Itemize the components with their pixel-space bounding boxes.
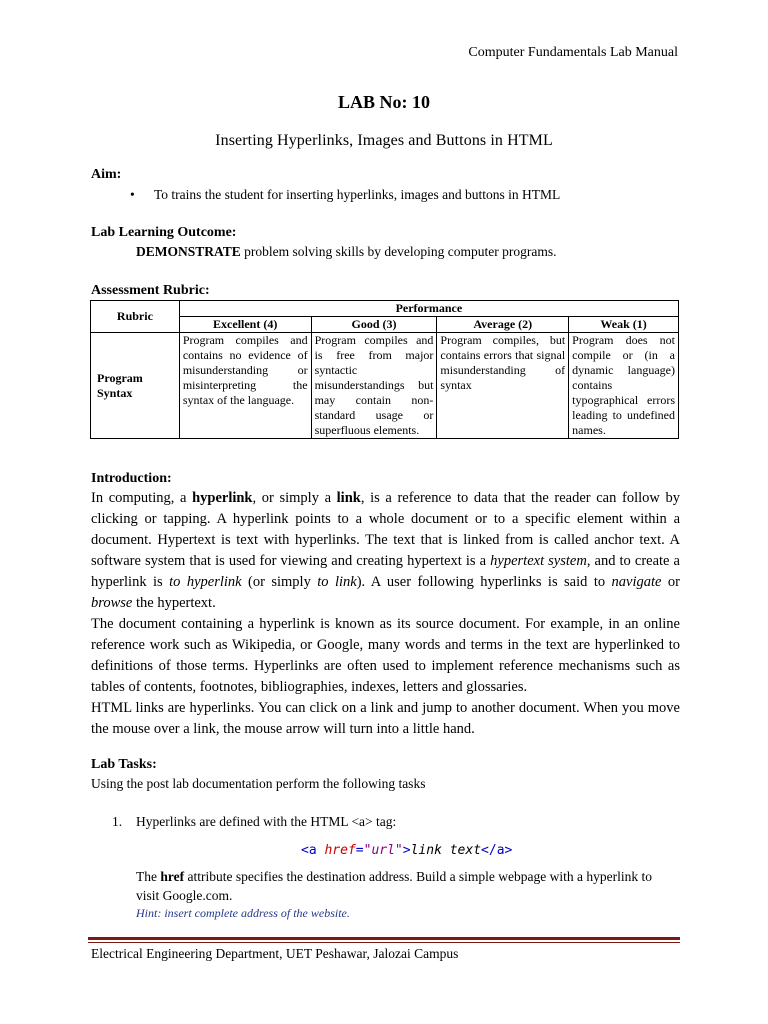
intro-text: the hypertext. [132, 595, 216, 611]
task-hint: Hint: insert complete address of the website. [136, 906, 350, 920]
lab-tasks-heading: Lab Tasks: [91, 757, 157, 772]
level-good: Good (3) [311, 317, 437, 333]
intro-term-navigate: navigate [611, 574, 662, 590]
lab-tasks-intro: Using the post lab documentation perform the following tasks [91, 776, 426, 791]
row-label-line1: Program [97, 370, 143, 385]
footer-divider-thin [88, 942, 680, 943]
rubric-cell-average: Program compiles, but contains errors that signal misunderstanding of syntax [437, 333, 569, 439]
level-excellent: Excellent (4) [179, 317, 311, 333]
outcome-statement [136, 244, 556, 260]
rubric-header-row [91, 301, 679, 317]
footer-text: Electrical Engineering Department, UET Peshawar, Jalozai Campus [91, 946, 459, 961]
code-equals: = [355, 843, 364, 858]
aim-heading: Aim: [91, 167, 122, 182]
rubric-cell-good: Program compiles and is free from major syntactic misunderstandings but may contain non-standard usage or superfluous elements. [311, 333, 437, 439]
intro-term-to-hyperlink: to hyperlink [169, 574, 242, 590]
bullet-icon: • [130, 187, 135, 202]
intro-term-browse: browse [91, 595, 133, 611]
rubric-levels-row [91, 317, 679, 333]
code-value: "url" [363, 843, 403, 858]
task-detail-text: attribute specifies the destination address. Build a simple webpage with a hyperlink to visit Google.com. [136, 869, 653, 903]
introduction-heading: Introduction: [91, 471, 172, 486]
aim-bullet-text: To trains the student for inserting hyperlinks, images and buttons in HTML [154, 187, 561, 202]
task-detail-text: The [136, 869, 161, 884]
rubric-row-program-syntax [91, 333, 679, 439]
level-weak: Weak (1) [569, 317, 679, 333]
lab-title: Inserting Hyperlinks, Images and Buttons in HTML [215, 132, 553, 149]
intro-text: , and to create a hyperlink is [91, 553, 680, 590]
outcome-heading: Lab Learning Outcome: [91, 225, 237, 240]
introduction-body [91, 488, 680, 740]
code-example [301, 843, 512, 858]
rubric-row-label [91, 333, 180, 439]
intro-term-to-link: to link [317, 574, 357, 590]
intro-text: ). A user following hyperlinks is said to [356, 574, 612, 590]
row-label-line2: Syntax [97, 385, 133, 400]
outcome-keyword: DEMONSTRATE [136, 244, 241, 259]
intro-paragraph-1 [91, 488, 680, 614]
manual-title: Computer Fundamentals Lab Manual [468, 45, 678, 60]
intro-text: , or simply a [252, 490, 337, 506]
rubric-heading: Assessment Rubric: [91, 283, 210, 298]
rubric-cell-weak: Program does not compile or (in a dynamic language) contains typographical errors leading to undefined names. [569, 333, 679, 439]
code-link-text: link text [410, 843, 482, 858]
outcome-text: problem solving skills by developing computer programs. [240, 244, 557, 259]
intro-term-link: link [336, 490, 361, 506]
code-tag-close: > [402, 843, 411, 858]
intro-term-hypertext-system: hypertext system [490, 553, 587, 569]
intro-text: In computing, a [91, 490, 193, 506]
rubric-cell-excellent: Program compiles and contains no evidence of misunderstanding or misinterpreting the syntax of the language. [179, 333, 311, 439]
performance-column-header: Performance [179, 301, 678, 317]
code-tag-open: <a [301, 843, 325, 858]
intro-text: (or simply [241, 574, 318, 590]
intro-paragraph-2: The document containing a hyperlink is known as its source document. For example, in an online reference work such as Wikipedia, or Google, many words and terms in the text are hyperlinked to definitions of those terms. Hyperlinks are often used to implement reference mechanisms such as tables of contents, footnotes, bibliographies, indexes, letters and glossaries. [91, 616, 680, 695]
task-detail [136, 867, 676, 905]
task-detail-keyword: href [160, 869, 185, 884]
intro-text: , is a reference to data that the reader can follow by clicking or tapping. A hyperlink points to a whole document or to a specific element within a document. Hypertext is text with hyperlinks. The text that is linked from is called anchor text. A software system that is used for viewing and creating hypertext is a [91, 490, 680, 569]
intro-text: or [661, 574, 680, 590]
intro-term-hyperlink: hyperlink [192, 490, 253, 506]
lab-number: LAB No: 10 [337, 92, 430, 112]
code-attribute: href [324, 843, 356, 858]
task-number: 1. [112, 814, 123, 829]
code-tag-end: </a> [481, 843, 513, 858]
rubric-column-header: Rubric [91, 301, 180, 333]
task-text: Hyperlinks are defined with the HTML <a> tag: [136, 814, 397, 829]
intro-paragraph-3: HTML links are hyperlinks. You can click on a link and jump to another document. When you move the mouse over a link, the mouse arrow will turn into a little hand. [91, 700, 680, 737]
assessment-rubric-table [90, 300, 679, 439]
footer-divider [88, 937, 680, 940]
level-average: Average (2) [437, 317, 569, 333]
